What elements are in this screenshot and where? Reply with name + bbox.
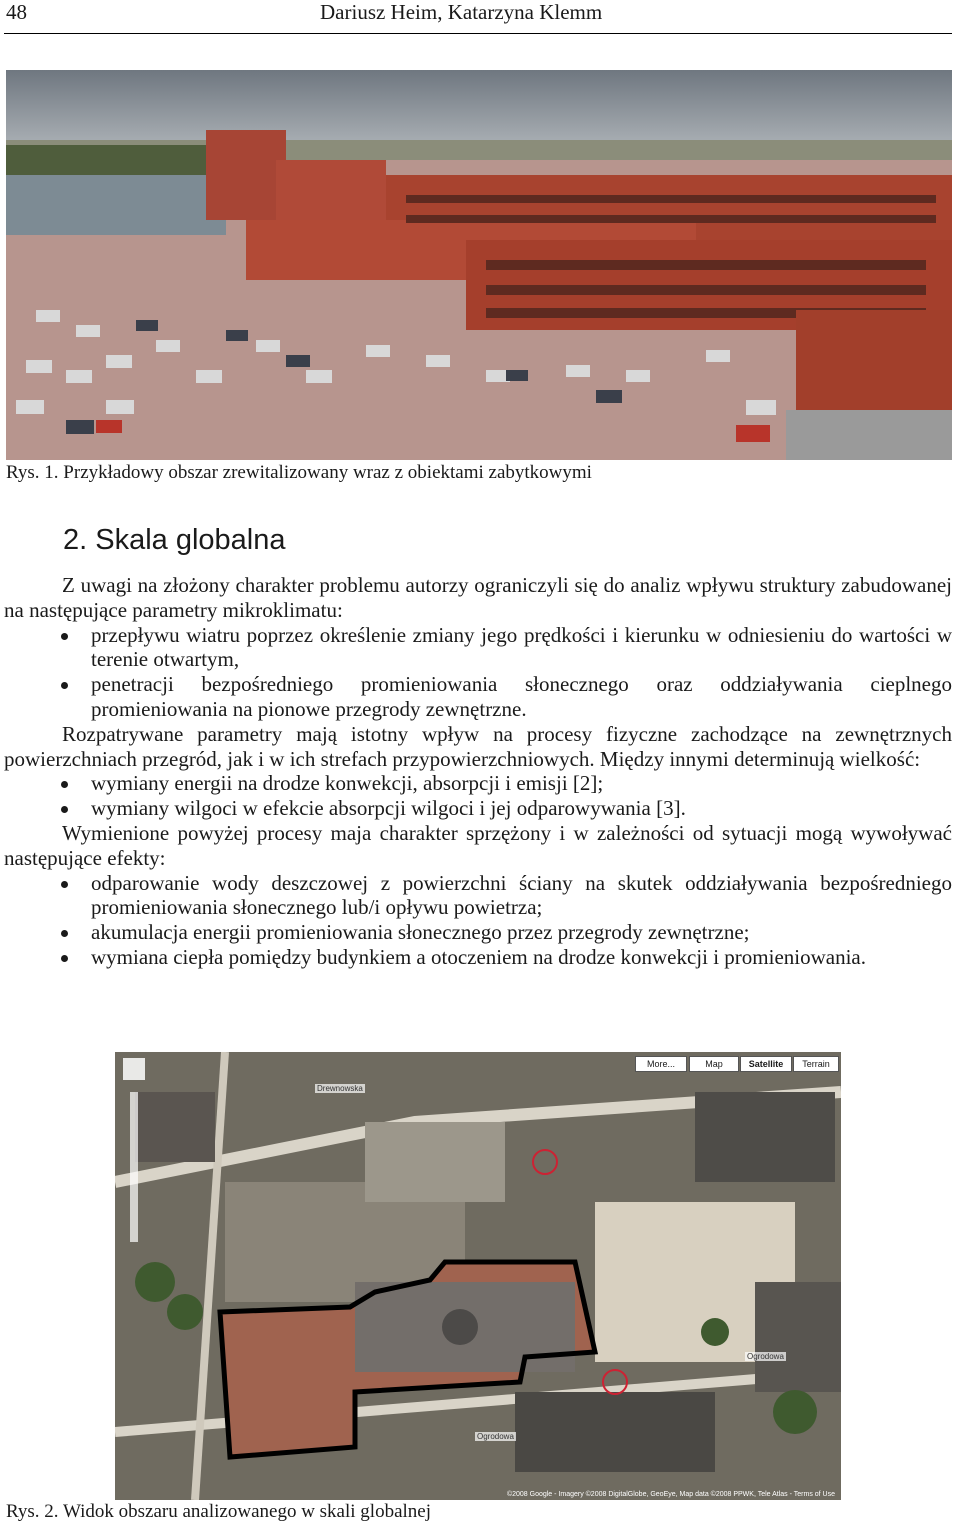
list-item: wymiany wilgoci w efekcie absorpcji wilgoci i jej odparowywania [3].	[4, 796, 952, 821]
bullet-icon	[61, 930, 68, 937]
page-header	[0, 0, 952, 34]
map-map-button: Map	[689, 1056, 739, 1072]
map-more-button: More...	[635, 1056, 687, 1072]
running-head: Dariusz Heim, Katarzyna Klemm	[320, 0, 603, 24]
list-item: akumulacja energii promieniowania słonecznego przez przegrody zewnętrzne;	[4, 920, 952, 945]
street-label: Drewnowska	[317, 1084, 363, 1093]
list-item: przepływu wiatru poprzez określenie zmiany jego prędkości i kierunku w odniesieniu do wartości w terenie otwartym,	[4, 623, 952, 673]
header-rule	[4, 33, 952, 34]
bullet-icon	[61, 955, 68, 962]
list-item: odparowanie wody deszczowej z powierzchni ściany na skutek oddziaływania bezpośredniego promieniowania słonecznego lub/i opływu powietrza;	[4, 871, 952, 921]
figure-1-caption: Rys. 1. Przykładowy obszar zrewitalizowany wraz z obiektami zabytkowymi	[6, 462, 592, 483]
map-terrain-button: Terrain	[793, 1056, 839, 1072]
bullet-icon	[61, 633, 68, 640]
bullet-icon	[61, 682, 68, 689]
paragraph-2: Rozpatrywane parametry mają istotny wpływ na procesy fizyczne zachodzące na zewnętrznych powierzchniach przegród, jak i w ich strefach przypowierzchniowych. Między innymi determinują wielkość:	[4, 721, 952, 771]
body-text	[4, 573, 952, 970]
figure-2-caption: Rys. 2. Widok obszaru analizowanego w skali globalnej	[6, 1501, 432, 1522]
map-satellite-button: Satellite	[740, 1056, 792, 1072]
figure-2-satellite-map	[115, 1052, 841, 1500]
section-title: 2. Skala globalna	[63, 524, 286, 556]
paragraph-1: Z uwagi na złożony charakter problemu autorzy ograniczyli się do analiz wpływu struktury zabudowanej na następujące parametry mikroklimatu:	[4, 573, 952, 622]
list-2	[4, 771, 952, 821]
figure-1-photo	[6, 70, 952, 460]
paragraph-3: Wymienione powyżej procesy maja charakter sprzężony i w zależności od sytuacji mogą wywoływać następujące efekty:	[4, 820, 952, 870]
bullet-icon	[61, 806, 68, 813]
map-attribution: ©2008 Google - Imagery ©2008 DigitalGlobe, GeoEye, Map data ©2008 PPWK, Tele Atlas - Terms of Use	[506, 1491, 835, 1498]
list-3	[4, 871, 952, 970]
list-item: penetracji bezpośredniego promieniowania słonecznego oraz oddziaływania cieplnego promieniowania na pionowe przegrody zewnętrzne.	[4, 672, 952, 722]
page-number: 48	[6, 0, 27, 24]
list-1	[4, 623, 952, 722]
bullet-icon	[61, 881, 68, 888]
list-item: wymiany energii na drodze konwekcji, absorpcji i emisji [2];	[4, 771, 952, 796]
list-item: wymiana ciepła pomiędzy budynkiem a otoczeniem na drodze konwekcji i promieniowania.	[4, 945, 952, 970]
bullet-icon	[61, 781, 68, 788]
street-label: Ogrodowa	[477, 1432, 514, 1441]
street-label: Ogrodowa	[747, 1352, 784, 1361]
